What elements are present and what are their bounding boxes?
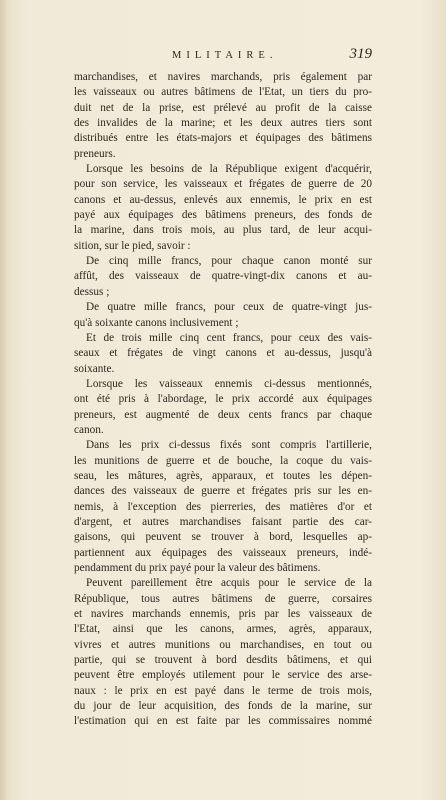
text-line: payé aux équipages des bâtimens preneurs, des fonds de [74,209,372,222]
text-line: naux : le prix en est payé dans le terme de trois mois, [74,684,372,697]
text-line: distribués entre les états-majors et équipages des bâtimens [74,132,372,145]
text-line: d'argent, et autres marchandises faisant partie des car- [74,515,372,528]
running-title: MILITAIRE. [172,50,278,61]
text-line: seau, les mâtures, agrès, apparaux, et toutes les dépen- [74,469,372,482]
page-gutter-shadow [0,0,8,800]
text-line: affût, des vaisseaux de quatre-vingt-dix canons et au- [74,270,372,283]
text-line: sition, sur le pied, savoir : [74,239,191,252]
text-line: ont été pris à l'abordage, le prix accordé aux équipages [74,393,372,406]
text-line: dances des vaisseaux de guerre et frégates pris sur les en- [74,485,372,498]
text-line: du jour de leur acquisition, des fonds de la marine, sur [74,700,372,713]
text-line: preneurs, est augmenté de deux cents francs par chaque [74,408,372,421]
text-line: République, tous autres bâtimens de guerre, corsaires [74,592,372,605]
text-line: marchandises, et navires marchands, pris également par [74,71,372,83]
text-line: peuvent être employés utilement pour le service des arse- [74,669,372,682]
text-line: la marine, dans trois mois, au plus tard, de leur acqui- [74,224,372,237]
text-line: les munitions de guerre et de bouche, la coque du vais- [74,454,372,467]
text-line: seaux et frégates de vingt canons et au-dessus, jusqu'à [74,347,372,360]
text-line: canon. [74,423,104,436]
text-line: Dans les prix ci-dessus fixés sont compris l'artillerie, [86,439,372,452]
text-line: dessus ; [74,285,110,298]
running-header [150,46,372,68]
text-line: duit net de la prise, est prélevé au profit de la caisse [74,101,372,114]
text-line: De cinq mille francs, pour chaque canon monté sur [86,255,372,268]
text-line: nemis, à l'exception des pierreries, des matières d'or et [74,500,372,513]
text-line: vivres et autres munitions ou marchandises, en tout ou [74,638,372,651]
text-line: pendamment du prix payé pour la valeur des bâtimens. [74,562,321,574]
text-line: qu'à soixante canons inclusivement ; [74,316,239,329]
text-line: Et de trois mille cinq cent francs, pour ceux des vais- [86,331,372,344]
text-line: preneurs. [74,147,116,160]
text-line: gaisons, qui peuvent se trouver à bord, lesquelles ap- [74,531,372,544]
text-line: Lorsque les vaisseaux ennemis ci-dessus mentionnés, [86,377,372,390]
text-line: et navires marchands ennemis, pris par les vaisseaux de [74,608,372,621]
text-line: partie, qui se trouvent à bord desdits bâtimens, et qui [74,654,372,667]
text-line: l'Etat, ainsi que les canons, armes, agrès, apparaux, [74,623,372,636]
text-line: soixante. [74,362,115,375]
text-line: canons et au-dessus, enlevés aux ennemis, le prix en est [74,193,372,206]
text-line: les vaisseaux ou autres bâtimens de l'Etat, un tiers du pro- [74,86,372,99]
text-line: Peuvent pareillement être acquis pour le service de la [86,577,372,590]
page-number: 319 [349,46,372,62]
text-line: partiennent aux équipages des vaisseaux preneurs, indé- [74,546,372,559]
text-line: De quatre mille francs, pour ceux de quatre-vingt jus- [86,301,372,314]
text-line: pour son service, les vaisseaux et frégates de guerre de 20 [74,178,372,191]
body-text [74,70,372,730]
text-line: l'estimation qui en est faite par les commissaires nommé [74,715,372,728]
text-line: Lorsque les besoins de la République exigent d'acquérir, [86,163,372,176]
text-line: des invalides de la marine; et les deux autres tiers sont [74,117,372,130]
